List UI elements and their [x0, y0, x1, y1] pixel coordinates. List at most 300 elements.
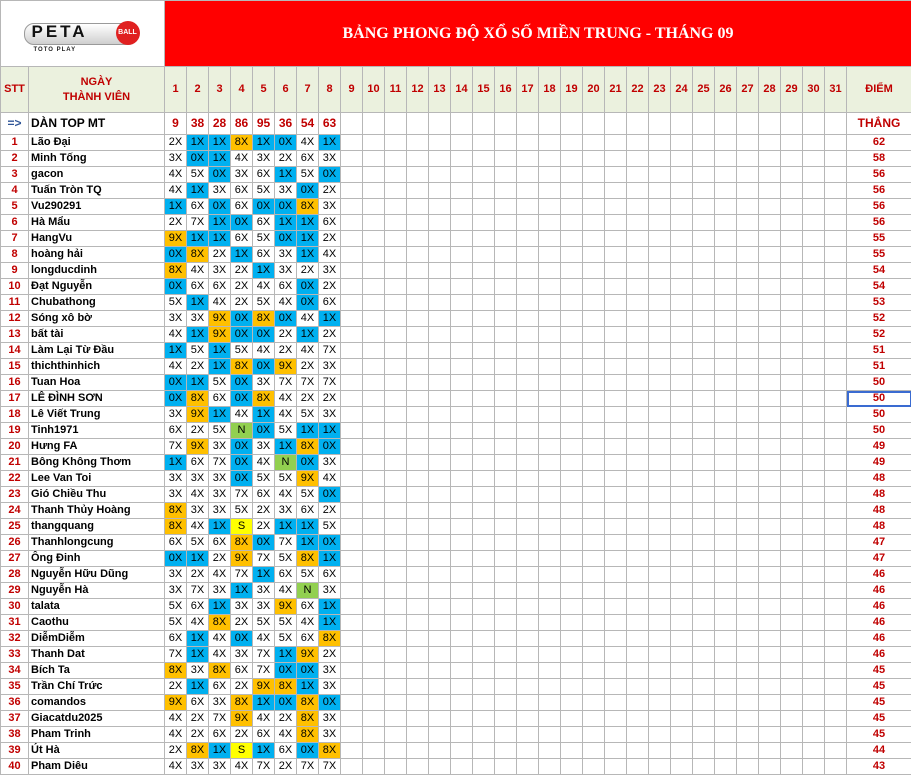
empty-cell[interactable] [363, 583, 385, 599]
empty-cell[interactable] [451, 631, 473, 647]
empty-cell[interactable] [627, 487, 649, 503]
day-result-cell[interactable]: 7X [209, 455, 231, 471]
day-result-cell[interactable]: 2X [165, 135, 187, 151]
empty-cell[interactable] [407, 167, 429, 183]
empty-cell[interactable] [671, 647, 693, 663]
empty-cell[interactable] [429, 407, 451, 423]
day-result-cell[interactable]: 1X [209, 151, 231, 167]
empty-cell[interactable] [451, 311, 473, 327]
empty-cell[interactable] [341, 327, 363, 343]
empty-cell[interactable] [737, 391, 759, 407]
empty-cell[interactable] [803, 327, 825, 343]
empty-cell[interactable] [803, 199, 825, 215]
empty-cell[interactable] [605, 151, 627, 167]
row-stt[interactable]: 32 [1, 631, 29, 647]
day-result-cell[interactable]: 7X [297, 375, 319, 391]
member-name[interactable]: HangVu [29, 231, 165, 247]
empty-cell[interactable] [517, 535, 539, 551]
empty-cell[interactable] [693, 567, 715, 583]
empty-cell[interactable] [385, 375, 407, 391]
empty-cell[interactable] [781, 455, 803, 471]
empty-cell[interactable] [495, 135, 517, 151]
day-result-cell[interactable]: 3X [319, 263, 341, 279]
empty-cell[interactable] [737, 503, 759, 519]
empty-cell[interactable] [803, 439, 825, 455]
empty-cell[interactable] [649, 551, 671, 567]
empty-cell[interactable] [407, 439, 429, 455]
day-result-cell[interactable]: 1X [209, 407, 231, 423]
empty-cell[interactable] [473, 199, 495, 215]
empty-cell[interactable] [407, 311, 429, 327]
day-result-cell[interactable]: 1X [297, 679, 319, 695]
empty-cell[interactable] [693, 759, 715, 775]
member-name[interactable]: Lê Viết Trung [29, 407, 165, 423]
empty-cell[interactable] [539, 135, 561, 151]
empty-cell[interactable] [825, 583, 847, 599]
empty-cell[interactable] [407, 263, 429, 279]
empty-cell[interactable] [671, 135, 693, 151]
empty-cell[interactable] [407, 663, 429, 679]
empty-cell[interactable] [473, 519, 495, 535]
empty-cell[interactable] [737, 439, 759, 455]
empty-cell[interactable] [517, 679, 539, 695]
empty-cell[interactable] [781, 311, 803, 327]
top-row-value[interactable]: 38 [187, 113, 209, 135]
row-stt[interactable]: 17 [1, 391, 29, 407]
header-day[interactable]: 20 [583, 67, 605, 113]
empty-cell[interactable] [561, 631, 583, 647]
empty-cell[interactable] [407, 551, 429, 567]
day-result-cell[interactable]: 2X [319, 327, 341, 343]
empty-cell[interactable] [781, 439, 803, 455]
empty-cell[interactable] [605, 391, 627, 407]
day-result-cell[interactable]: 7X [253, 647, 275, 663]
empty-cell[interactable] [759, 183, 781, 199]
empty-cell[interactable] [495, 471, 517, 487]
day-result-cell[interactable]: 0X [187, 151, 209, 167]
day-result-cell[interactable]: 0X [253, 359, 275, 375]
empty-cell[interactable] [737, 599, 759, 615]
empty-cell[interactable] [451, 279, 473, 295]
empty-cell[interactable] [517, 631, 539, 647]
empty-cell[interactable] [759, 551, 781, 567]
empty-cell[interactable] [561, 503, 583, 519]
row-stt[interactable]: 30 [1, 599, 29, 615]
member-name[interactable]: DiễmDiễm [29, 631, 165, 647]
empty-cell[interactable] [781, 151, 803, 167]
empty-cell[interactable] [605, 743, 627, 759]
empty-cell[interactable] [495, 167, 517, 183]
day-result-cell[interactable]: 9X [231, 711, 253, 727]
empty-cell[interactable] [341, 663, 363, 679]
day-result-cell[interactable]: 5X [275, 615, 297, 631]
empty-cell[interactable] [781, 551, 803, 567]
empty-cell[interactable] [715, 759, 737, 775]
empty-cell[interactable] [495, 487, 517, 503]
day-result-cell[interactable]: 2X [253, 519, 275, 535]
empty-cell[interactable] [759, 113, 781, 135]
member-name[interactable]: Đạt Nguyễn [29, 279, 165, 295]
empty-cell[interactable] [671, 711, 693, 727]
empty-cell[interactable] [385, 551, 407, 567]
day-result-cell[interactable]: 7X [253, 663, 275, 679]
empty-cell[interactable] [429, 423, 451, 439]
empty-cell[interactable] [561, 199, 583, 215]
empty-cell[interactable] [693, 407, 715, 423]
day-result-cell[interactable]: 1X [187, 183, 209, 199]
empty-cell[interactable] [583, 423, 605, 439]
day-result-cell[interactable]: 5X [297, 167, 319, 183]
empty-cell[interactable] [825, 695, 847, 711]
empty-cell[interactable] [473, 695, 495, 711]
empty-cell[interactable] [451, 647, 473, 663]
day-result-cell[interactable]: 4X [165, 359, 187, 375]
empty-cell[interactable] [759, 215, 781, 231]
empty-cell[interactable] [341, 487, 363, 503]
empty-cell[interactable] [385, 263, 407, 279]
row-stt[interactable]: 3 [1, 167, 29, 183]
empty-cell[interactable] [693, 199, 715, 215]
day-result-cell[interactable]: 3X [319, 151, 341, 167]
empty-cell[interactable] [429, 487, 451, 503]
empty-cell[interactable] [649, 375, 671, 391]
empty-cell[interactable] [737, 375, 759, 391]
day-result-cell[interactable]: 9X [253, 679, 275, 695]
empty-cell[interactable] [495, 215, 517, 231]
empty-cell[interactable] [385, 407, 407, 423]
empty-cell[interactable] [407, 487, 429, 503]
empty-cell[interactable] [363, 663, 385, 679]
member-score[interactable]: 49 [847, 455, 911, 471]
row-stt[interactable]: 36 [1, 695, 29, 711]
empty-cell[interactable] [385, 567, 407, 583]
empty-cell[interactable] [495, 279, 517, 295]
day-result-cell[interactable]: 5X [209, 375, 231, 391]
empty-cell[interactable] [583, 455, 605, 471]
empty-cell[interactable] [693, 679, 715, 695]
day-result-cell[interactable]: 0X [275, 663, 297, 679]
row-stt[interactable]: 25 [1, 519, 29, 535]
empty-cell[interactable] [715, 311, 737, 327]
day-result-cell[interactable]: 3X [209, 183, 231, 199]
empty-cell[interactable] [715, 567, 737, 583]
empty-cell[interactable] [561, 711, 583, 727]
day-result-cell[interactable]: 1X [231, 247, 253, 263]
empty-cell[interactable] [385, 679, 407, 695]
empty-cell[interactable] [363, 647, 385, 663]
member-score[interactable]: 48 [847, 487, 911, 503]
empty-cell[interactable] [671, 343, 693, 359]
empty-cell[interactable] [649, 679, 671, 695]
empty-cell[interactable] [649, 295, 671, 311]
empty-cell[interactable] [671, 663, 693, 679]
empty-cell[interactable] [583, 343, 605, 359]
empty-cell[interactable] [605, 359, 627, 375]
row-stt[interactable]: 40 [1, 759, 29, 775]
empty-cell[interactable] [605, 455, 627, 471]
empty-cell[interactable] [451, 359, 473, 375]
member-name[interactable]: gacon [29, 167, 165, 183]
empty-cell[interactable] [781, 727, 803, 743]
empty-cell[interactable] [825, 439, 847, 455]
empty-cell[interactable] [561, 567, 583, 583]
empty-cell[interactable] [781, 503, 803, 519]
empty-cell[interactable] [561, 391, 583, 407]
empty-cell[interactable] [671, 295, 693, 311]
empty-cell[interactable] [429, 551, 451, 567]
empty-cell[interactable] [715, 647, 737, 663]
empty-cell[interactable] [627, 727, 649, 743]
row-stt[interactable]: 27 [1, 551, 29, 567]
day-result-cell[interactable]: 3X [165, 487, 187, 503]
day-result-cell[interactable]: 0X [209, 199, 231, 215]
member-score[interactable]: 47 [847, 551, 911, 567]
member-score[interactable]: 49 [847, 439, 911, 455]
empty-cell[interactable] [583, 615, 605, 631]
empty-cell[interactable] [561, 343, 583, 359]
empty-cell[interactable] [671, 407, 693, 423]
empty-cell[interactable] [407, 151, 429, 167]
day-result-cell[interactable]: 4X [275, 391, 297, 407]
empty-cell[interactable] [561, 231, 583, 247]
day-result-cell[interactable]: 2X [209, 551, 231, 567]
day-result-cell[interactable]: 9X [275, 599, 297, 615]
empty-cell[interactable] [363, 631, 385, 647]
empty-cell[interactable] [693, 551, 715, 567]
empty-cell[interactable] [803, 295, 825, 311]
day-result-cell[interactable]: 0X [253, 327, 275, 343]
empty-cell[interactable] [385, 327, 407, 343]
empty-cell[interactable] [517, 231, 539, 247]
day-result-cell[interactable]: 0X [231, 439, 253, 455]
empty-cell[interactable] [495, 663, 517, 679]
empty-cell[interactable] [715, 519, 737, 535]
day-result-cell[interactable]: 8X [187, 743, 209, 759]
row-stt[interactable]: 33 [1, 647, 29, 663]
empty-cell[interactable] [363, 215, 385, 231]
empty-cell[interactable] [627, 615, 649, 631]
empty-cell[interactable] [473, 135, 495, 151]
empty-cell[interactable] [539, 423, 561, 439]
header-day[interactable]: 28 [759, 67, 781, 113]
empty-cell[interactable] [561, 311, 583, 327]
empty-cell[interactable] [495, 375, 517, 391]
empty-cell[interactable] [759, 471, 781, 487]
empty-cell[interactable] [803, 711, 825, 727]
empty-cell[interactable] [363, 247, 385, 263]
empty-cell[interactable] [759, 599, 781, 615]
empty-cell[interactable] [605, 519, 627, 535]
row-stt[interactable]: 13 [1, 327, 29, 343]
day-result-cell[interactable]: 3X [187, 503, 209, 519]
empty-cell[interactable] [781, 743, 803, 759]
empty-cell[interactable] [715, 503, 737, 519]
empty-cell[interactable] [583, 663, 605, 679]
empty-cell[interactable] [517, 375, 539, 391]
day-result-cell[interactable]: 1X [187, 327, 209, 343]
empty-cell[interactable] [363, 199, 385, 215]
empty-cell[interactable] [407, 391, 429, 407]
empty-cell[interactable] [627, 215, 649, 231]
header-day[interactable]: 14 [451, 67, 473, 113]
empty-cell[interactable] [803, 455, 825, 471]
empty-cell[interactable] [473, 455, 495, 471]
empty-cell[interactable] [671, 183, 693, 199]
empty-cell[interactable] [385, 535, 407, 551]
empty-cell[interactable] [473, 311, 495, 327]
empty-cell[interactable] [781, 247, 803, 263]
empty-cell[interactable] [649, 743, 671, 759]
empty-cell[interactable] [517, 439, 539, 455]
row-stt[interactable]: 15 [1, 359, 29, 375]
empty-cell[interactable] [649, 263, 671, 279]
empty-cell[interactable] [649, 631, 671, 647]
empty-cell[interactable] [627, 471, 649, 487]
empty-cell[interactable] [605, 695, 627, 711]
day-result-cell[interactable]: 7X [297, 759, 319, 775]
empty-cell[interactable] [341, 583, 363, 599]
empty-cell[interactable] [561, 759, 583, 775]
empty-cell[interactable] [715, 599, 737, 615]
row-stt[interactable]: 9 [1, 263, 29, 279]
empty-cell[interactable] [429, 359, 451, 375]
empty-cell[interactable] [583, 599, 605, 615]
day-result-cell[interactable]: 1X [187, 295, 209, 311]
day-result-cell[interactable]: 2X [275, 151, 297, 167]
empty-cell[interactable] [385, 583, 407, 599]
empty-cell[interactable] [825, 183, 847, 199]
member-score[interactable]: 46 [847, 599, 911, 615]
day-result-cell[interactable]: 6X [319, 295, 341, 311]
member-name[interactable]: longducdinh [29, 263, 165, 279]
day-result-cell[interactable]: 7X [275, 535, 297, 551]
empty-cell[interactable] [627, 695, 649, 711]
empty-cell[interactable] [583, 567, 605, 583]
top-row-value[interactable]: 95 [253, 113, 275, 135]
empty-cell[interactable] [473, 727, 495, 743]
empty-cell[interactable] [737, 535, 759, 551]
empty-cell[interactable] [517, 311, 539, 327]
day-result-cell[interactable]: 5X [231, 343, 253, 359]
empty-cell[interactable] [451, 199, 473, 215]
member-name[interactable]: Thanhlongcung [29, 535, 165, 551]
empty-cell[interactable] [451, 727, 473, 743]
empty-cell[interactable] [539, 599, 561, 615]
day-result-cell[interactable]: 2X [275, 759, 297, 775]
day-result-cell[interactable]: 2X [319, 503, 341, 519]
empty-cell[interactable] [561, 455, 583, 471]
empty-cell[interactable] [825, 455, 847, 471]
empty-cell[interactable] [715, 295, 737, 311]
empty-cell[interactable] [385, 343, 407, 359]
empty-cell[interactable] [671, 535, 693, 551]
empty-cell[interactable] [825, 263, 847, 279]
empty-cell[interactable] [429, 679, 451, 695]
empty-cell[interactable] [583, 551, 605, 567]
empty-cell[interactable] [781, 695, 803, 711]
empty-cell[interactable] [803, 519, 825, 535]
empty-cell[interactable] [385, 279, 407, 295]
member-name[interactable]: Tuấn Tròn TQ [29, 183, 165, 199]
empty-cell[interactable] [803, 151, 825, 167]
empty-cell[interactable] [341, 759, 363, 775]
empty-cell[interactable] [561, 279, 583, 295]
row-stt[interactable]: 8 [1, 247, 29, 263]
header-day[interactable]: 12 [407, 67, 429, 113]
day-result-cell[interactable]: 5X [231, 503, 253, 519]
empty-cell[interactable] [429, 391, 451, 407]
empty-cell[interactable] [715, 583, 737, 599]
empty-cell[interactable] [693, 743, 715, 759]
empty-cell[interactable] [363, 503, 385, 519]
header-day[interactable]: 25 [693, 67, 715, 113]
empty-cell[interactable] [605, 727, 627, 743]
empty-cell[interactable] [451, 231, 473, 247]
empty-cell[interactable] [539, 439, 561, 455]
empty-cell[interactable] [803, 471, 825, 487]
member-name[interactable]: Hà Mẩu [29, 215, 165, 231]
empty-cell[interactable] [517, 487, 539, 503]
empty-cell[interactable] [363, 759, 385, 775]
empty-cell[interactable] [561, 359, 583, 375]
empty-cell[interactable] [451, 167, 473, 183]
day-result-cell[interactable]: 1X [297, 423, 319, 439]
empty-cell[interactable] [385, 631, 407, 647]
day-result-cell[interactable]: 0X [253, 199, 275, 215]
row-stt[interactable]: 23 [1, 487, 29, 503]
day-result-cell[interactable]: 5X [253, 615, 275, 631]
empty-cell[interactable] [671, 231, 693, 247]
empty-cell[interactable] [539, 663, 561, 679]
empty-cell[interactable] [825, 567, 847, 583]
empty-cell[interactable] [649, 567, 671, 583]
empty-cell[interactable] [473, 231, 495, 247]
empty-cell[interactable] [671, 391, 693, 407]
empty-cell[interactable] [517, 695, 539, 711]
day-result-cell[interactable]: 8X [209, 615, 231, 631]
empty-cell[interactable] [561, 247, 583, 263]
empty-cell[interactable] [803, 615, 825, 631]
empty-cell[interactable] [561, 327, 583, 343]
day-result-cell[interactable]: 2X [165, 215, 187, 231]
empty-cell[interactable] [429, 113, 451, 135]
day-result-cell[interactable]: 6X [165, 423, 187, 439]
empty-cell[interactable] [803, 359, 825, 375]
day-result-cell[interactable]: 4X [209, 631, 231, 647]
empty-cell[interactable] [495, 199, 517, 215]
day-result-cell[interactable]: 3X [275, 183, 297, 199]
empty-cell[interactable] [605, 375, 627, 391]
empty-cell[interactable] [627, 279, 649, 295]
empty-cell[interactable] [429, 743, 451, 759]
empty-cell[interactable] [781, 407, 803, 423]
empty-cell[interactable] [385, 167, 407, 183]
day-result-cell[interactable]: 9X [187, 439, 209, 455]
empty-cell[interactable] [451, 151, 473, 167]
day-result-cell[interactable]: N [275, 455, 297, 471]
empty-cell[interactable] [561, 471, 583, 487]
empty-cell[interactable] [517, 279, 539, 295]
member-name[interactable]: Caothu [29, 615, 165, 631]
empty-cell[interactable] [583, 679, 605, 695]
empty-cell[interactable] [627, 343, 649, 359]
empty-cell[interactable] [803, 391, 825, 407]
empty-cell[interactable] [429, 135, 451, 151]
day-result-cell[interactable]: 2X [231, 679, 253, 695]
empty-cell[interactable] [649, 167, 671, 183]
empty-cell[interactable] [363, 327, 385, 343]
empty-cell[interactable] [759, 679, 781, 695]
